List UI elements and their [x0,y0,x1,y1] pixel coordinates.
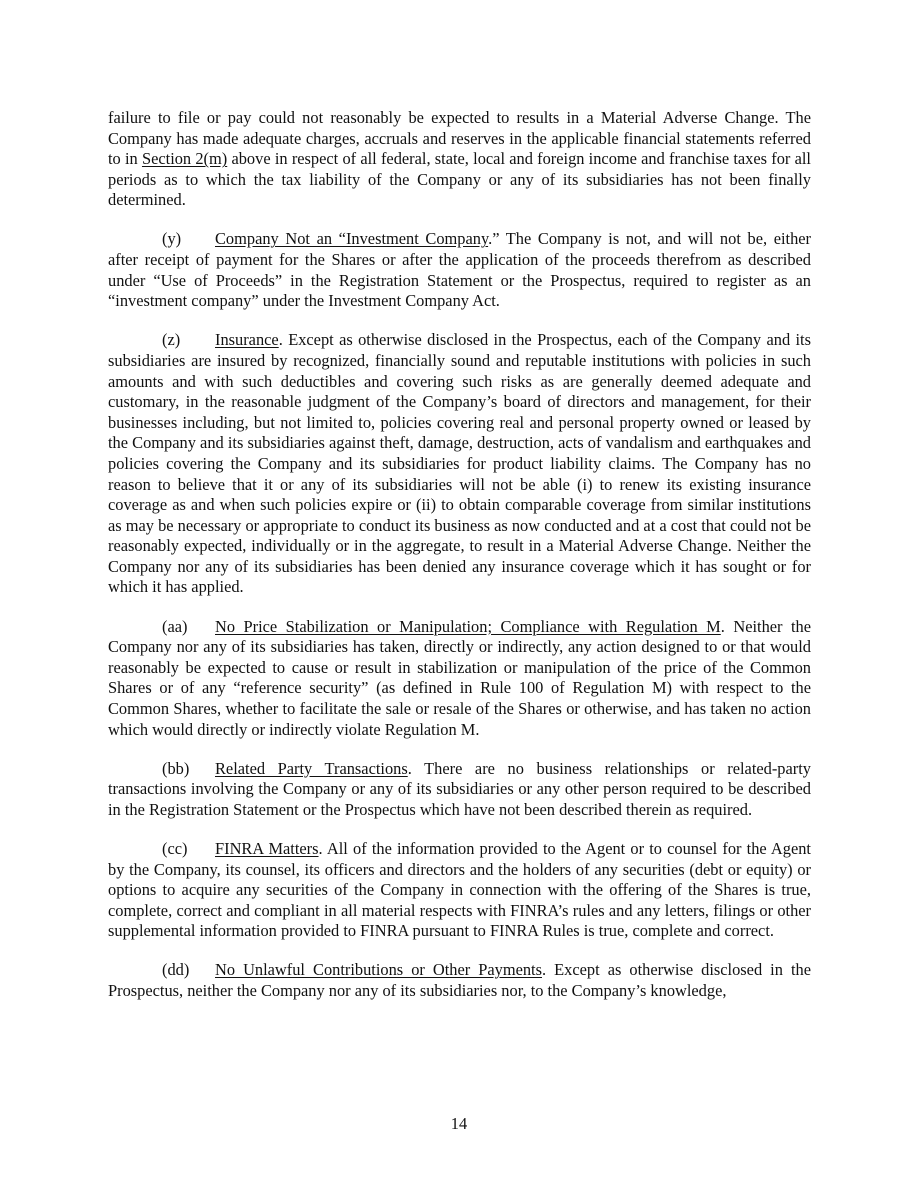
paragraph-text: above in respect of all federal, state, local and foreign income and franchise taxes for all periods as to which the tax liability of the Company or any of its subsidiaries has not been finally determined. [108,149,811,210]
section-heading-tail: . [720,616,725,636]
section-dd [108,960,811,1001]
section-heading: No Unlawful Contributions or Other Payments [215,960,542,980]
section-number: (y) [162,229,182,249]
section-number: (cc) [162,838,188,858]
section-heading: FINRA Matters [215,838,319,858]
section-heading-tail: . [407,758,412,778]
section-body: There are no business relationships or related-party transactions involving the Company or any of its subsidiaries or any other person required to be described in the Registration Statement or the Prospectus which have not been described therein as required. [108,758,811,819]
section-heading-tail: . [542,960,547,980]
section-heading: No Price Stabilization or Manipulation; Compliance with Regulation M [215,616,721,636]
page-number: 14 [450,1114,468,1133]
section-z [108,330,811,598]
paragraph-continuation [108,108,811,211]
section-heading: Related Party Transactions [215,758,408,778]
section-body: Except as otherwise disclosed in the Prospectus, neither the Company nor any of its subsidiaries nor, to the Company’s knowledge, [108,960,811,1000]
section-cc [108,839,811,942]
section-y [108,229,811,311]
section-body: All of the information provided to the Agent or to counsel for the Agent by the Company, its counsel, its officers and directors and the holders of any securities (debt or equity) or options to acquire any securities of the Company in connection with the offering of the Shares is true, complete, correct and compliant in all material respects with FINRA’s rules and any letters, filings or other supplemental information provided to FINRA pursuant to FINRA Rules is true, complete and correct. [108,838,811,941]
section-heading-tail: . [278,330,283,350]
section-number: (dd) [162,960,190,980]
section-bb [108,759,811,821]
section-number: (bb) [162,758,190,778]
section-body: Except as otherwise disclosed in the Prospectus, each of the Company and its subsidiaries are insured by recognized, financially sound and reputable institutions with policies in such amounts and with such deductibles and covering such risks as are generally deemed adequate and customary, in the reasonable judgment of the Company’s board of directors and management, for their businesses including, but not limited to, policies covering real and personal property owned or leased by the Company and its subsidiaries against theft, damage, destruction, acts of vandalism and earthquakes and policies covering the Company and its subsidiaries for product liability claims. The Company has no reason to believe that it or any of its subsidiaries will not be able (i) to renew its existing insurance coverage as and when such policies expire or (ii) to obtain comparable coverage from similar institutions as may be necessary or appropriate to conduct its business as now conducted and at a cost that could not be reasonably expected, individually or in the aggregate, to result in a Material Adverse Change. Neither the Company nor any of its subsidiaries has been denied any insurance coverage which it has sought or for which it has applied. [108,330,811,597]
section-body: The Company is not, and will not be, either after receipt of payment for the Shares or after the application of the proceeds therefrom as described under “Use of Proceeds” in the Registration Statement or the Prospectus, required to register as an “investment company” under the Investment Company Act. [108,229,812,311]
document-page [108,108,811,1020]
section-heading-tail: . [318,838,323,858]
section-heading-tail: .” [488,229,500,249]
section-heading: Insurance [215,330,279,350]
section-number: (z) [162,330,181,350]
section-body: Neither the Company nor any of its subsidiaries has taken, directly or indirectly, any action designed to or that would reasonably be expected to cause or result in stabilization or manipulation of the price of the Common Shares or of any “reference security” (as defined in Rule 100 of Regulation M) with respect to the Common Shares, whether to facilitate the sale or resale of the Shares or otherwise, and has taken no action which would directly or indirectly violate Regulation M. [108,616,812,739]
section-reference: Section 2(m) [141,149,228,169]
section-number: (aa) [162,616,188,636]
section-heading: Company Not an “Investment Company [215,229,489,249]
section-aa [108,617,811,741]
paragraph-text: failure to file or pay could not reasonably be expected to results in a Material Adverse Change. The Company has made adequate charges, accruals and reserves in the applicable financial statements referred to in [108,108,811,169]
